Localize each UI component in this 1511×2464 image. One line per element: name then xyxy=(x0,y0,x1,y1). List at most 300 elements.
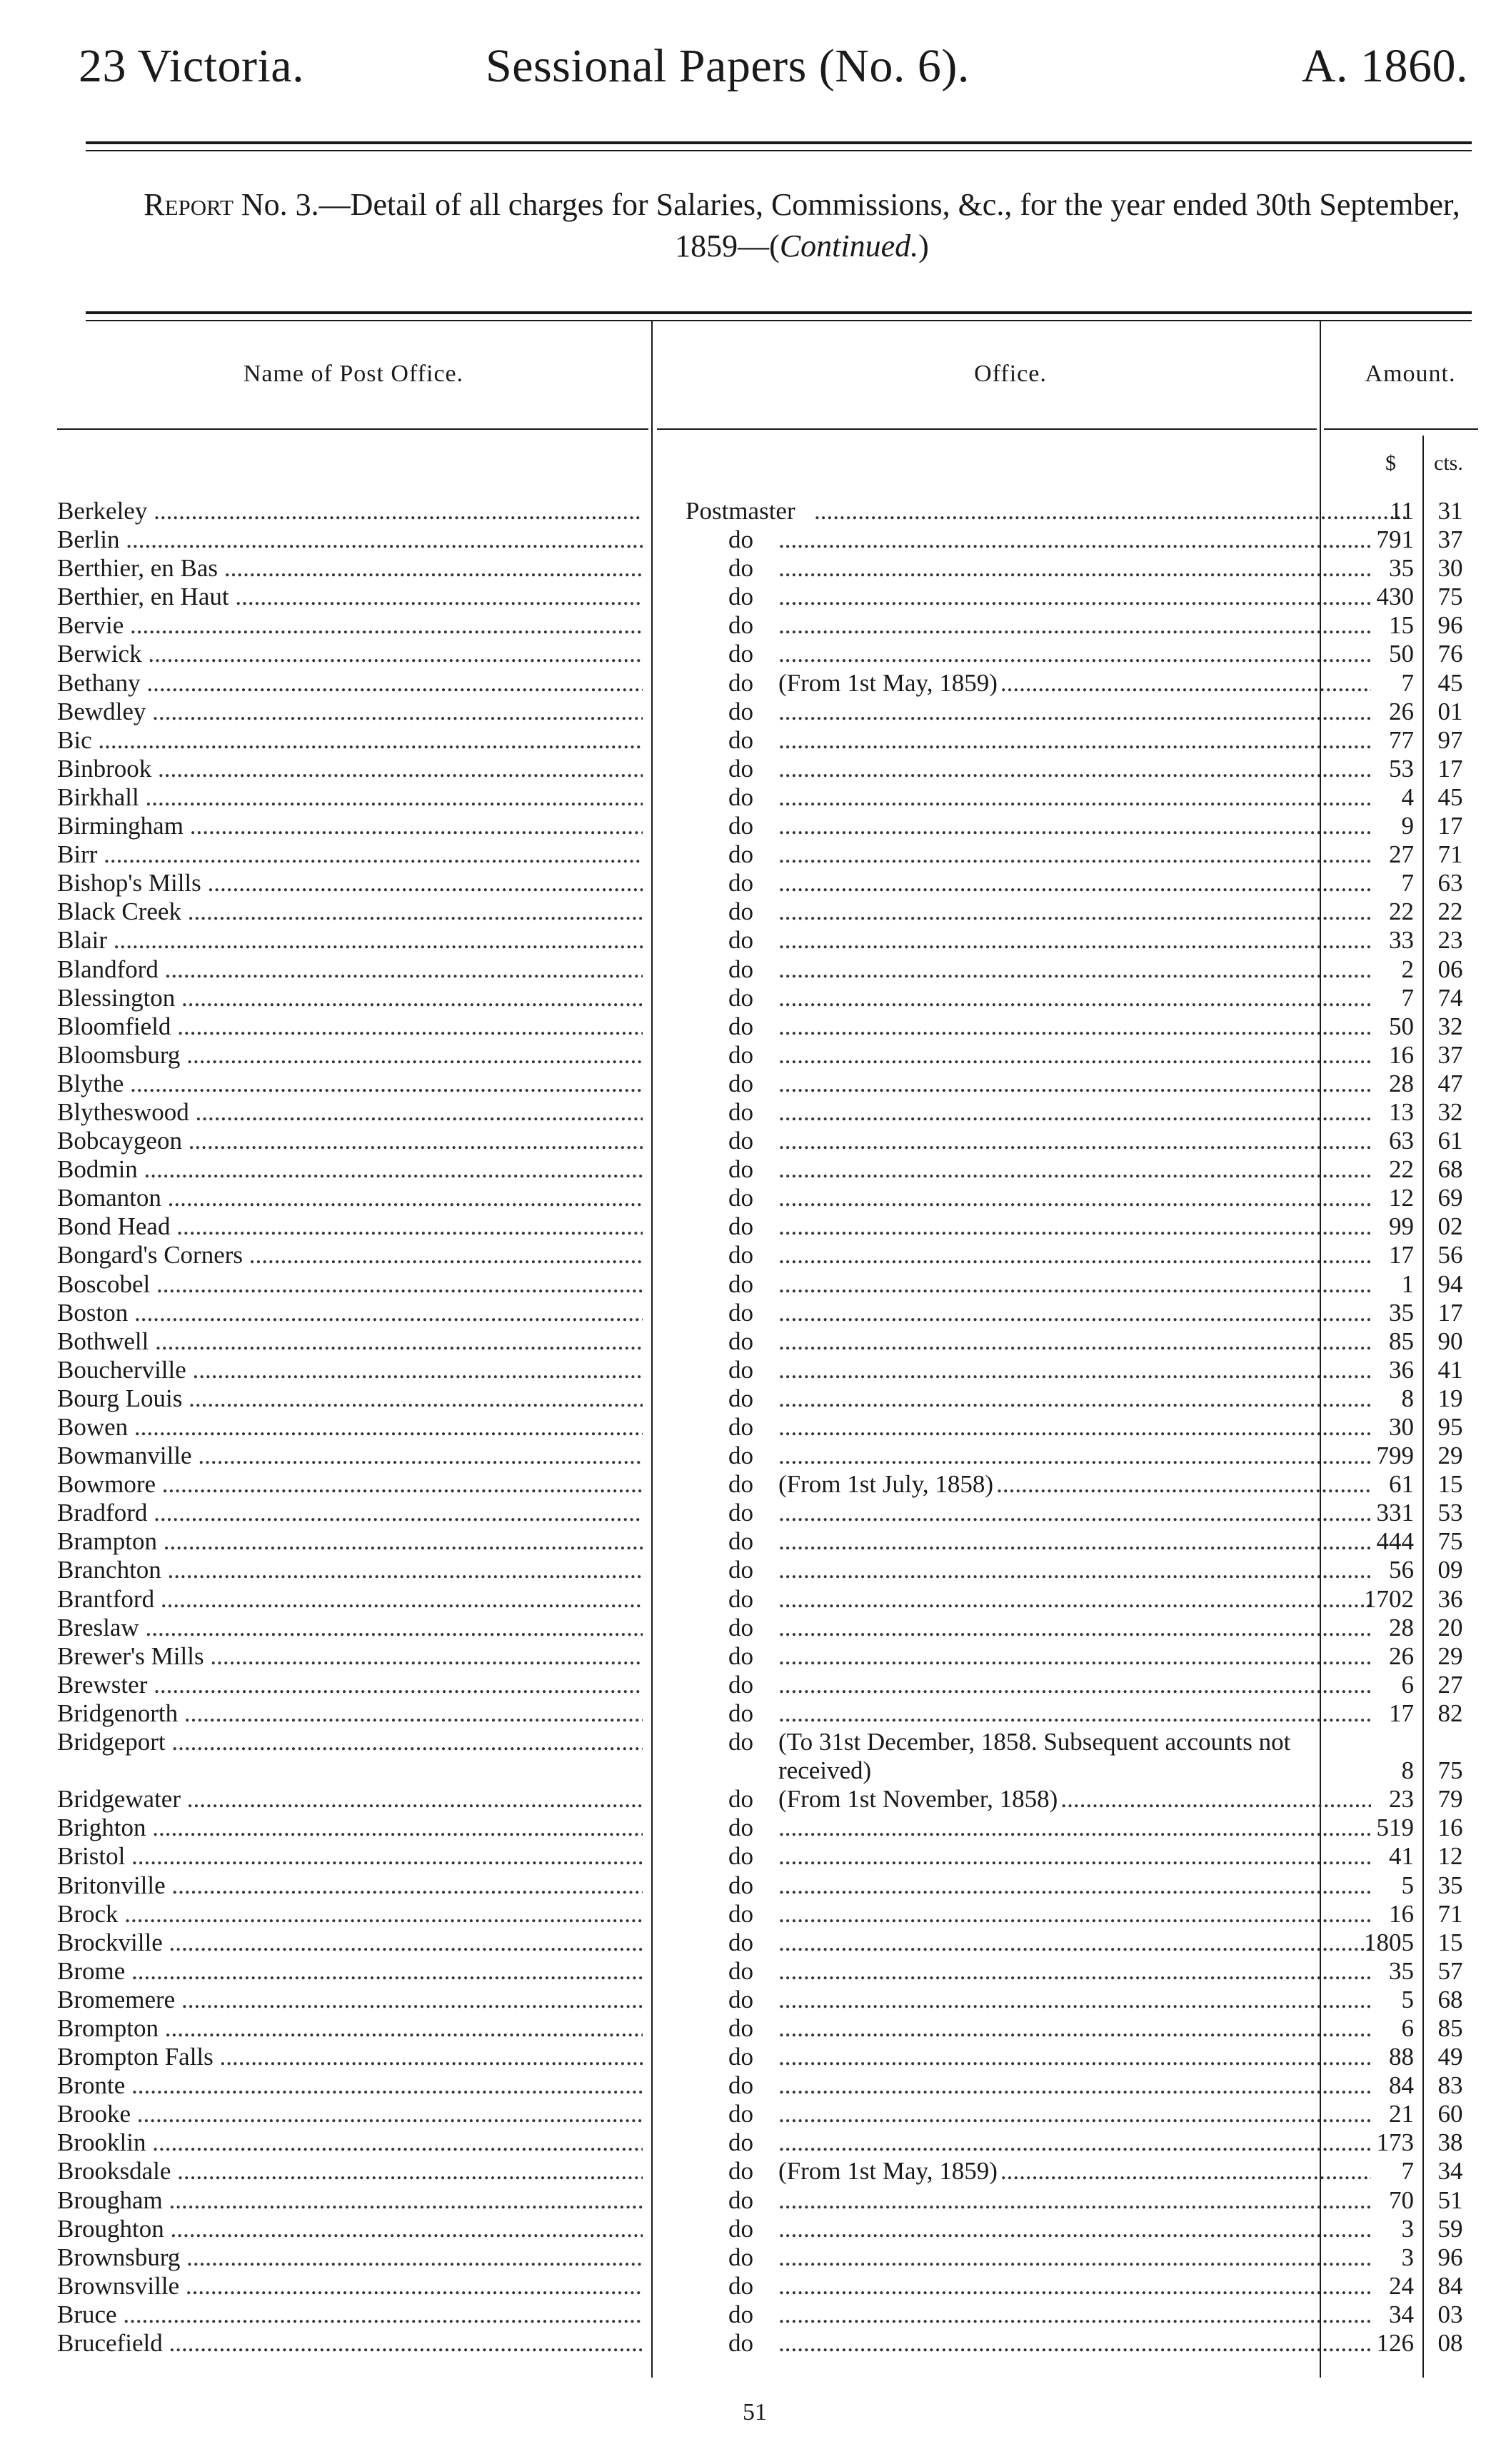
post-office-name: Berthier, en Bas ..... xyxy=(57,554,643,583)
office-role: do xyxy=(728,812,753,840)
header-underline-office xyxy=(657,428,1317,430)
office-note xyxy=(778,1986,1371,2014)
office-role: do xyxy=(728,1155,753,1184)
amount-cents: 31 xyxy=(1437,497,1463,525)
amount-dollars: 99 xyxy=(1389,1212,1414,1241)
office-note-text: (To 31st December, 1858. Subsequent accounts not received) xyxy=(778,1728,1291,1785)
office-note xyxy=(778,2243,1371,2272)
post-office-name: Boston ..... xyxy=(57,1299,643,1327)
office-role: do xyxy=(728,2128,753,2157)
amount-cents: 51 xyxy=(1437,2186,1463,2214)
post-office-name: Bothwell ..... xyxy=(57,1327,643,1356)
post-office-name: Bond Head ..... xyxy=(57,1212,643,1241)
office-role: do xyxy=(728,783,753,811)
amount-dollars: 6 xyxy=(1401,2013,1414,2042)
post-office-name: Bobcaygeon ..... xyxy=(57,1127,643,1155)
amount-dollars: 26 xyxy=(1389,697,1414,725)
table-row xyxy=(57,640,1478,668)
office-note xyxy=(778,1241,1371,1269)
amount-dollars: 3 xyxy=(1401,2214,1414,2243)
table-row xyxy=(57,1900,1478,1929)
table-row xyxy=(57,1671,1478,1699)
office-note xyxy=(778,2100,1371,2128)
amount-dollars: 1805 xyxy=(1364,1928,1414,1956)
post-office-name: Bruce ..... xyxy=(57,2300,643,2329)
report-continued: Continued. xyxy=(779,228,919,263)
table-row xyxy=(57,1212,1478,1241)
table-row xyxy=(57,926,1478,955)
office-role: do xyxy=(728,1814,753,1842)
amount-dollars: 430 xyxy=(1376,583,1414,611)
amount-dollars: 7 xyxy=(1401,983,1414,1012)
column-header-name: Name of Post Office. xyxy=(243,361,464,387)
amount-dollars: 6 xyxy=(1401,1670,1414,1699)
post-office-name: Bridgewater ..... xyxy=(57,1785,643,1814)
post-office-name: Brewster ..... xyxy=(57,1671,643,1699)
table-row xyxy=(57,783,1478,812)
table-row xyxy=(57,2215,1478,2243)
amount-dollars: 30 xyxy=(1389,1413,1414,1441)
office-note xyxy=(778,2329,1371,2358)
table-row xyxy=(57,1127,1478,1155)
post-office-name: Boscobel ..... xyxy=(57,1270,643,1299)
office-role: do xyxy=(728,955,753,983)
office-role: do xyxy=(728,1184,753,1212)
table-row xyxy=(57,1384,1478,1413)
amount-cents: 75 xyxy=(1437,583,1463,611)
office-note xyxy=(778,1614,1371,1642)
amount-cents: 16 xyxy=(1437,1814,1463,1842)
table-row xyxy=(57,2186,1478,2215)
header-papers: Sessional Papers (No. 6). xyxy=(486,40,970,92)
amount-dollars: 70 xyxy=(1389,2186,1414,2214)
report-title xyxy=(136,184,1468,267)
table-row xyxy=(57,1241,1478,1269)
table-row xyxy=(57,1986,1478,2014)
amount-cents: 15 xyxy=(1437,1928,1463,1956)
header-underline-name xyxy=(57,428,648,430)
post-office-name: Bowmanville ..... xyxy=(57,1442,643,1470)
amount-cents: 35 xyxy=(1437,1871,1463,1899)
post-office-name: Brome ..... xyxy=(57,1957,643,1986)
office-role: do xyxy=(728,697,753,725)
office-role: do xyxy=(728,1699,753,1727)
amount-dollars: 84 xyxy=(1389,2071,1414,2100)
office-role: do xyxy=(728,2271,753,2300)
office-note xyxy=(778,1155,1371,1184)
table-row xyxy=(57,1814,1478,1842)
post-office-name: Bomanton ..... xyxy=(57,1184,643,1212)
amount-dollars: 22 xyxy=(1389,897,1414,926)
post-office-name: Bristol ..... xyxy=(57,1842,643,1871)
amount-dollars: 85 xyxy=(1389,1327,1414,1355)
office-role: do xyxy=(728,1842,753,1871)
table-row xyxy=(57,1527,1478,1556)
amount-dollars: 7 xyxy=(1401,869,1414,897)
office-note xyxy=(778,1842,1371,1871)
table-row xyxy=(57,1842,1478,1871)
amount-cents: 08 xyxy=(1437,2329,1463,2357)
office-note xyxy=(778,2300,1371,2329)
report-close: ) xyxy=(918,228,929,263)
post-office-name: Bridgenorth ..... xyxy=(57,1699,643,1728)
office-role: do xyxy=(728,1069,753,1097)
office-role: do xyxy=(728,897,753,926)
table-row xyxy=(57,2043,1478,2071)
amount-cents: 03 xyxy=(1437,2300,1463,2328)
amount-dollars: 4 xyxy=(1401,783,1414,811)
amount-cents: 97 xyxy=(1437,725,1463,754)
amount-dollars: 27 xyxy=(1389,840,1414,869)
office-role: do xyxy=(728,2214,753,2243)
table-row xyxy=(57,1442,1478,1470)
post-office-name: Black Creek ..... xyxy=(57,897,643,926)
column-header-office: Office. xyxy=(974,361,1047,387)
table-row xyxy=(57,1155,1478,1184)
table-row xyxy=(57,1356,1478,1384)
office-note xyxy=(778,1671,1371,1699)
office-role: do xyxy=(728,926,753,955)
office-note xyxy=(778,840,1371,869)
office-role: do xyxy=(728,1212,753,1241)
amount-cents: 45 xyxy=(1437,668,1463,697)
table-row xyxy=(57,1470,1478,1499)
post-office-name: Breslaw ..... xyxy=(57,1614,643,1642)
amount-cents: 83 xyxy=(1437,2071,1463,2100)
office-note xyxy=(778,1070,1371,1098)
post-office-name: Boucherville ..... xyxy=(57,1356,643,1384)
office-role: do xyxy=(728,1613,753,1641)
office-note xyxy=(778,955,1371,984)
office-note xyxy=(778,1871,1371,1900)
table-row xyxy=(57,1785,1478,1814)
office-role: do xyxy=(728,1327,753,1355)
post-office-name: Bromemere ..... xyxy=(57,1986,643,2014)
office-role: do xyxy=(728,1499,753,1527)
post-office-name: Britonville ..... xyxy=(57,1871,643,1900)
office-role: do xyxy=(728,1355,753,1384)
office-role: do xyxy=(728,1985,753,2013)
office-role: do xyxy=(728,1641,753,1670)
amount-cents: 60 xyxy=(1437,2100,1463,2128)
office-role: do xyxy=(728,1127,753,1155)
amount-cents: 20 xyxy=(1437,1613,1463,1641)
amount-dollars: 88 xyxy=(1389,2043,1414,2071)
office-note xyxy=(778,1814,1371,1842)
post-office-name: Bloomsburg ..... xyxy=(57,1041,643,1070)
amount-cents: 23 xyxy=(1437,926,1463,955)
amount-dollars: 77 xyxy=(1389,725,1414,754)
amount-cents: 45 xyxy=(1437,783,1463,811)
office-role: do xyxy=(728,2071,753,2100)
amount-dollars: 17 xyxy=(1389,1699,1414,1727)
amount-dollars: 331 xyxy=(1376,1499,1414,1527)
office-note xyxy=(778,2186,1371,2215)
post-office-name: Bronte ..... xyxy=(57,2071,643,2100)
table-body xyxy=(57,497,1478,2358)
amount-cents: 01 xyxy=(1437,697,1463,725)
amount-cents: 68 xyxy=(1437,1985,1463,2013)
office-note xyxy=(778,1327,1371,1356)
amount-dollars: 2 xyxy=(1401,955,1414,983)
post-office-name: Brooke ..... xyxy=(57,2100,643,2128)
post-office-name: Bongard's Corners ..... xyxy=(57,1241,643,1269)
amount-dollars: 61 xyxy=(1389,1470,1414,1499)
amount-cents: 57 xyxy=(1437,1956,1463,1985)
post-office-name: Berkeley ..... xyxy=(57,497,643,526)
amount-cents: 56 xyxy=(1437,1241,1463,1269)
office-role: do xyxy=(728,2157,753,2186)
cents-unit: cts. xyxy=(1434,451,1463,475)
header-session: 23 Victoria. xyxy=(79,40,305,92)
amount-cents: 17 xyxy=(1437,812,1463,840)
table-row xyxy=(57,1270,1478,1299)
office-note xyxy=(778,897,1371,926)
amount-dollars: 56 xyxy=(1389,1556,1414,1584)
amount-cents: 32 xyxy=(1437,1097,1463,1126)
office-note xyxy=(778,1642,1371,1671)
amount-dollars: 28 xyxy=(1389,1069,1414,1097)
table-row xyxy=(57,1299,1478,1327)
table-row xyxy=(57,984,1478,1012)
office-note xyxy=(778,2014,1371,2043)
office-role: do xyxy=(728,1527,753,1556)
office-role: do xyxy=(728,840,753,869)
post-office-name: Brewer's Mills ..... xyxy=(57,1642,643,1671)
amount-dollars: 173 xyxy=(1376,2128,1414,2157)
table-row xyxy=(57,698,1478,726)
table-row xyxy=(57,1957,1478,1986)
amount-cents: 12 xyxy=(1437,1842,1463,1871)
office-role: do xyxy=(728,1928,753,1956)
amount-dollars: 50 xyxy=(1389,640,1414,668)
table-row xyxy=(57,840,1478,869)
office-role: do xyxy=(728,983,753,1012)
amount-dollars: 444 xyxy=(1376,1527,1414,1556)
amount-dollars: 17 xyxy=(1389,1241,1414,1269)
amount-dollars: 9 xyxy=(1401,812,1414,840)
amount-cents: 76 xyxy=(1437,640,1463,668)
amount-cents: 32 xyxy=(1437,1012,1463,1040)
table-row xyxy=(57,497,1478,526)
office-note xyxy=(778,1785,1371,1814)
office-role: do xyxy=(728,1269,753,1298)
amount-dollars: 23 xyxy=(1389,1785,1414,1814)
post-office-name: Bourg Louis ..... xyxy=(57,1384,643,1413)
office-role: do xyxy=(728,2186,753,2214)
table-row xyxy=(57,669,1478,698)
office-note xyxy=(778,1041,1371,1070)
amount-cents: 79 xyxy=(1437,1785,1463,1814)
table-row xyxy=(57,1098,1478,1127)
post-office-name: Brompton ..... xyxy=(57,2014,643,2043)
table-row xyxy=(57,897,1478,926)
office-note xyxy=(778,698,1371,726)
office-role: do xyxy=(728,2013,753,2042)
amount-dollars: 50 xyxy=(1389,1012,1414,1040)
amount-cents: 17 xyxy=(1437,754,1463,783)
post-office-name: Birkhall ..... xyxy=(57,783,643,812)
amount-cents: 15 xyxy=(1437,1470,1463,1499)
office-note xyxy=(778,669,1371,698)
office-role: do xyxy=(728,2100,753,2128)
office-note xyxy=(778,1384,1371,1413)
office-note xyxy=(778,1585,1371,1614)
office-role: do xyxy=(728,583,753,611)
amount-cents: 94 xyxy=(1437,1269,1463,1298)
amount-cents: 37 xyxy=(1437,1040,1463,1069)
office-note xyxy=(778,1212,1371,1241)
post-office-name: Bodmin ..... xyxy=(57,1155,643,1184)
table-row xyxy=(57,1327,1478,1356)
post-office-name: Blessington ..... xyxy=(57,984,643,1012)
amount-cents: 19 xyxy=(1437,1384,1463,1412)
table-row xyxy=(57,1871,1478,1900)
amount-dollars: 791 xyxy=(1376,526,1414,554)
amount-cents: 34 xyxy=(1437,2157,1463,2186)
post-office-name: Bowmore ..... xyxy=(57,1470,643,1499)
amount-cents: 47 xyxy=(1437,1069,1463,1097)
office-note xyxy=(778,611,1371,640)
office-note xyxy=(778,1527,1371,1556)
office-note xyxy=(778,1929,1371,1957)
post-office-name: Bishop's Mills ..... xyxy=(57,869,643,897)
amount-dollars: 5 xyxy=(1401,1985,1414,2013)
office-role: do xyxy=(728,1956,753,1985)
post-office-name: Brighton ..... xyxy=(57,1814,643,1842)
amount-dollars: 16 xyxy=(1389,1040,1414,1069)
amount-cents: 22 xyxy=(1437,897,1463,926)
amount-dollars: 36 xyxy=(1389,1355,1414,1384)
office-role: do xyxy=(728,1012,753,1040)
amount-dollars: 8 xyxy=(1401,1756,1414,1785)
office-note-text: (From 1st November, 1858) xyxy=(778,1785,1060,1813)
office-note xyxy=(778,640,1371,668)
page-header xyxy=(79,34,1468,99)
office-note xyxy=(778,726,1371,755)
table-row xyxy=(57,2300,1478,2329)
amount-cents: 09 xyxy=(1437,1556,1463,1584)
office-note xyxy=(778,2128,1371,2157)
office-note xyxy=(778,1270,1371,1299)
table-row xyxy=(57,1556,1478,1584)
table-row xyxy=(57,1728,1478,1785)
table-row xyxy=(57,1184,1478,1212)
amount-cents: 69 xyxy=(1437,1184,1463,1212)
amount-dollars: 63 xyxy=(1389,1127,1414,1155)
office-note xyxy=(778,2157,1371,2186)
table-row xyxy=(57,583,1478,611)
table-row xyxy=(57,955,1478,984)
office-note xyxy=(778,1127,1371,1155)
amount-dollars: 21 xyxy=(1389,2100,1414,2128)
office-note xyxy=(778,755,1371,783)
post-office-name: Berlin ..... xyxy=(57,526,643,554)
table-row xyxy=(57,526,1478,554)
office-note xyxy=(778,1957,1371,1986)
post-office-name: Blair ..... xyxy=(57,926,643,955)
table-row xyxy=(57,1585,1478,1614)
office-role: do xyxy=(728,754,753,783)
office-note-text: (From 1st May, 1859) xyxy=(778,2157,1000,2185)
amount-cents: 59 xyxy=(1437,2214,1463,2243)
office-role: do xyxy=(728,2243,753,2271)
amount-dollars: 35 xyxy=(1389,1298,1414,1327)
office-note xyxy=(778,984,1371,1012)
amount-cents: 71 xyxy=(1437,1899,1463,1928)
report-prefix: Report xyxy=(144,187,234,222)
office-note xyxy=(778,526,1371,554)
post-office-name: Brucefield ..... xyxy=(57,2329,643,2358)
amount-cents: 37 xyxy=(1437,526,1463,554)
office-note xyxy=(778,1900,1371,1929)
office-role: do xyxy=(728,554,753,583)
amount-cents: 61 xyxy=(1437,1127,1463,1155)
table-row xyxy=(57,1012,1478,1041)
post-office-name: Brock ..... xyxy=(57,1900,643,1929)
amount-cents: 38 xyxy=(1437,2128,1463,2157)
office-note xyxy=(778,869,1371,897)
amount-dollars: 126 xyxy=(1376,2329,1414,2357)
table-top-rule-thick xyxy=(86,311,1472,314)
post-office-name: Branchton ..... xyxy=(57,1556,643,1584)
office-note xyxy=(778,1012,1371,1041)
post-office-name: Brownsburg ..... xyxy=(57,2243,643,2272)
office-note xyxy=(778,812,1371,840)
header-rule-thick xyxy=(86,141,1472,144)
amount-dollars: 1 xyxy=(1401,1269,1414,1298)
office-role: do xyxy=(728,2043,753,2071)
table-row xyxy=(57,1929,1478,1957)
office-role: do xyxy=(728,1470,753,1499)
office-role: do xyxy=(728,1241,753,1269)
office-role: do xyxy=(728,1413,753,1441)
post-office-name: Bridgeport ..... xyxy=(57,1728,643,1756)
office-note xyxy=(778,783,1371,812)
office-note-text: (From 1st May, 1859) xyxy=(778,669,1000,697)
office-role: do xyxy=(728,2300,753,2328)
table-row xyxy=(57,726,1478,755)
amount-dollars: 15 xyxy=(1389,611,1414,640)
office-role: do xyxy=(728,1097,753,1126)
amount-cents: 30 xyxy=(1437,554,1463,583)
post-office-name: Blandford ..... xyxy=(57,955,643,984)
post-office-name: Bewdley ..... xyxy=(57,698,643,726)
office-role: do xyxy=(728,1040,753,1069)
office-note xyxy=(778,1470,1371,1499)
amount-cents: 29 xyxy=(1437,1641,1463,1670)
post-office-name: Bowen ..... xyxy=(57,1413,643,1442)
office-note xyxy=(778,1356,1371,1384)
table-row xyxy=(57,869,1478,897)
office-role: do xyxy=(728,2329,753,2357)
post-office-name: Brougham ..... xyxy=(57,2186,643,2215)
table-row xyxy=(57,2071,1478,2100)
post-office-name: Bradford ..... xyxy=(57,1499,643,1527)
post-office-name: Bervie ..... xyxy=(57,611,643,640)
post-office-name: Brooklin ..... xyxy=(57,2128,643,2157)
office-note xyxy=(778,1098,1371,1127)
table-row xyxy=(57,2128,1478,2157)
table-row xyxy=(57,1041,1478,1070)
amount-cents: 27 xyxy=(1437,1670,1463,1699)
office-note xyxy=(778,1699,1371,1728)
post-office-name: Broughton ..... xyxy=(57,2215,643,2243)
amount-cents: 85 xyxy=(1437,2013,1463,2042)
report-description: No. 3.—Detail of all charges for Salaries, Commissions, &c., for the year ended 30th September, 1859—( xyxy=(233,187,1460,263)
amount-dollars: 41 xyxy=(1389,1842,1414,1871)
office-note xyxy=(814,497,1407,526)
